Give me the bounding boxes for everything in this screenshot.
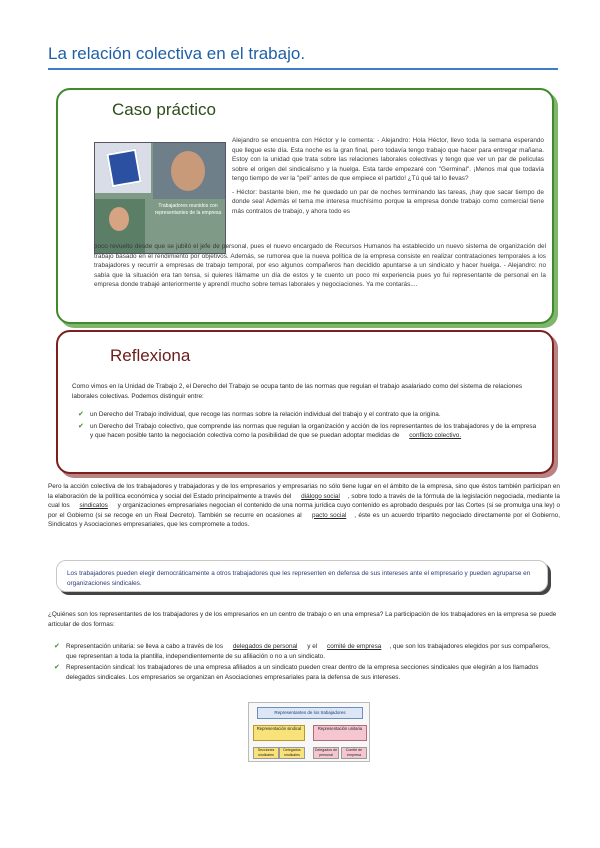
case-text bbox=[232, 136, 544, 220]
comite-empresa-link[interactable]: comité de empresa bbox=[327, 643, 382, 650]
diagram-leaf: Comité de empresa bbox=[341, 747, 367, 759]
list-item: ✔ Representación unitaria: se lleva a cabo a través de los delegados de personal y el comité de empresa , que son los trabajadores elegidos por sus compañeros, que representan a toda la plantilla, independientemente de su afiliación o no a un sindicato. bbox=[54, 643, 550, 660]
page-title: La relación colectiva en el trabajo. bbox=[48, 44, 306, 63]
diagram-sindical-node: Representación sindical bbox=[253, 725, 305, 741]
diagram-unitaria-node: Representación unitaria bbox=[313, 725, 367, 741]
representation-list bbox=[54, 642, 560, 684]
note-box bbox=[56, 560, 548, 592]
conflicto-colectivo-link[interactable]: conflicto colectivo. bbox=[409, 432, 462, 439]
pacto-social-link[interactable]: pacto social bbox=[312, 511, 347, 519]
check-icon: ✔ bbox=[54, 643, 60, 650]
list-item-text: un Derecho del Trabajo colectivo, que comprende las normas que regulan la organización y acción de los representantes de los trabajadores y de la empresa y que hacen posible tanto la negociación colectiva como la posibilidad de que se puedan adoptar medidas de bbox=[90, 422, 537, 439]
man-portrait bbox=[153, 143, 225, 199]
list-item bbox=[78, 422, 538, 441]
case-paragraph: - Héctor: bastante bien, me he quedado un par de noches terminando las tareas, ¡hay que sacar tiempo de donde sea! Además el tema me interesa muchísimo porque la empresa donde trabajo como comercial tiene más contratos de trabajo, y ahora todo es bbox=[232, 188, 544, 215]
check-icon: ✔ bbox=[78, 411, 84, 418]
check-icon: ✔ bbox=[54, 664, 60, 671]
representation-diagram bbox=[248, 702, 370, 762]
case-paragraph: poco revuelto desde que se jubiló el jefe de personal, pues el nuevo encargado de Recursos Humanos ha establecido un nuevo sistema de organización del trabajo basado en el rendimiento por objetivos. Además, se rumorea que la nueva política de la empresa consiste en realizar contrataciones temporales a los trabajadores y recurrir a empresas de trabajo temporal, por eso algunos compañeros han decidido apuntarse a un sindicato y hacer huelga. - Alejandro: no sabía que la situación era tan tensa, si quieres llámame un día de estos y te cuento un poco mi experiencia pues yo fui representante de personal en la empresa donde trabajé anteriormente y aprendí mucho sobre temas laborales y negociaciones. Ya me contarás.... bbox=[94, 243, 546, 288]
ballot-icon bbox=[106, 149, 141, 188]
reflexiona-intro: Como vimos en la Unidad de Trabajo 2, el Derecho del Trabajo se ocupa tanto de las normas que regulan el trabajo asalariado como del sistema de relaciones laborales colectivas. Podemos distinguir entre: bbox=[72, 383, 523, 400]
ballot-image bbox=[95, 143, 151, 193]
diagram-leaf: Delegados de personal bbox=[314, 748, 338, 757]
reflexiona-list bbox=[78, 410, 538, 443]
check-icon: ✔ bbox=[78, 422, 84, 430]
caso-practico-heading: Caso práctico bbox=[112, 100, 216, 119]
title-divider bbox=[48, 68, 558, 70]
body-paragraph: Pero la acción colectiva de los trabajadores y trabajadoras y de los empresarios y empresarias no sólo tiene lugar en el ámbito de la empresa, sino que éstos también participan en la elaboración de la política económica y social del Estado principalmente a través del diálogo social , sobre todo a través de la fórmula de la legislación negociada, mediante la cual los sindicatos y organizaciones empresariales negocian el contenido de una norma jurídica cuyo contenido es aprobado después por las Cortes (si se promulga una ley) o por el Gobierno (si se recoge en un Real Decreto). También se recurre en ocasiones al pacto social , éste es un acuerdo tripartito negociado directamente por el Gobierno, Sindicatos y Asociaciones empresariales, que les compromete a todos. bbox=[48, 483, 560, 528]
dialogo-social-link[interactable]: diálogo social bbox=[301, 492, 340, 500]
sindicatos-link[interactable]: sindicatos bbox=[79, 502, 108, 509]
diagram-root: Representantes de los trabajadores bbox=[257, 707, 363, 719]
caso-practico-box bbox=[56, 88, 554, 324]
diagram-leaf: Delegados sindicales bbox=[279, 747, 305, 759]
photo-caption: Trabajadores reunidos con representantes de la empresa bbox=[154, 203, 222, 216]
case-paragraph: Alejandro se encuentra con Héctor y le comenta: - Alejandro: Hola Héctor, llevo toda la semana esperando que llegue este día. Esta noche es la gran final, pero todavía tengo trabajo que hacer para entregar mañana. Estoy con la unidad que trata sobre las relaciones laborales colectivas y tengo que ver un par de películas sobre el origen del sindicalismo y la huelga. Esta tarde empezaré con "Germinal". ¡Menos mal que todavía tengo tiempo de ver la "peli" antes de que empiece el partido! ¿Tú qué tal lo llevas? bbox=[232, 137, 544, 182]
diagram-leaf: Secciones sindicales bbox=[253, 747, 279, 759]
note-text: Los trabajadores pueden elegir democráticamente a otros trabajadores que les representen en defensa de sus intereses ante el empresario y pueden agruparse en organizaciones sindicales. bbox=[67, 570, 531, 587]
reflexiona-heading: Reflexiona bbox=[110, 346, 191, 365]
case-photo bbox=[94, 142, 226, 254]
list-item-text: un Derecho del Trabajo individual, que recoge las normas sobre la relación individual del trabajo y el contrato que la origina. bbox=[90, 411, 441, 418]
question-paragraph: ¿Quiénes son los representantes de los trabajadores y de los empresarios en un centro de trabajo o en una empresa? La participación de los trabajadores en la empresa se puede articular de dos formas: bbox=[48, 611, 557, 628]
list-item: ✔ Representación sindical: los trabajadores de una empresa afiliados a un sindicato pueden crear dentro de la empresa secciones sindicales que elegirán a los llamados delegados sindicales. Los empresarios se organizan en Asociaciones empresariales para la defensa de sus intereses. bbox=[54, 664, 539, 681]
reflexiona-box bbox=[56, 330, 554, 474]
delegados-personal-link[interactable]: delegados de personal bbox=[232, 643, 298, 650]
list-item bbox=[78, 410, 538, 420]
